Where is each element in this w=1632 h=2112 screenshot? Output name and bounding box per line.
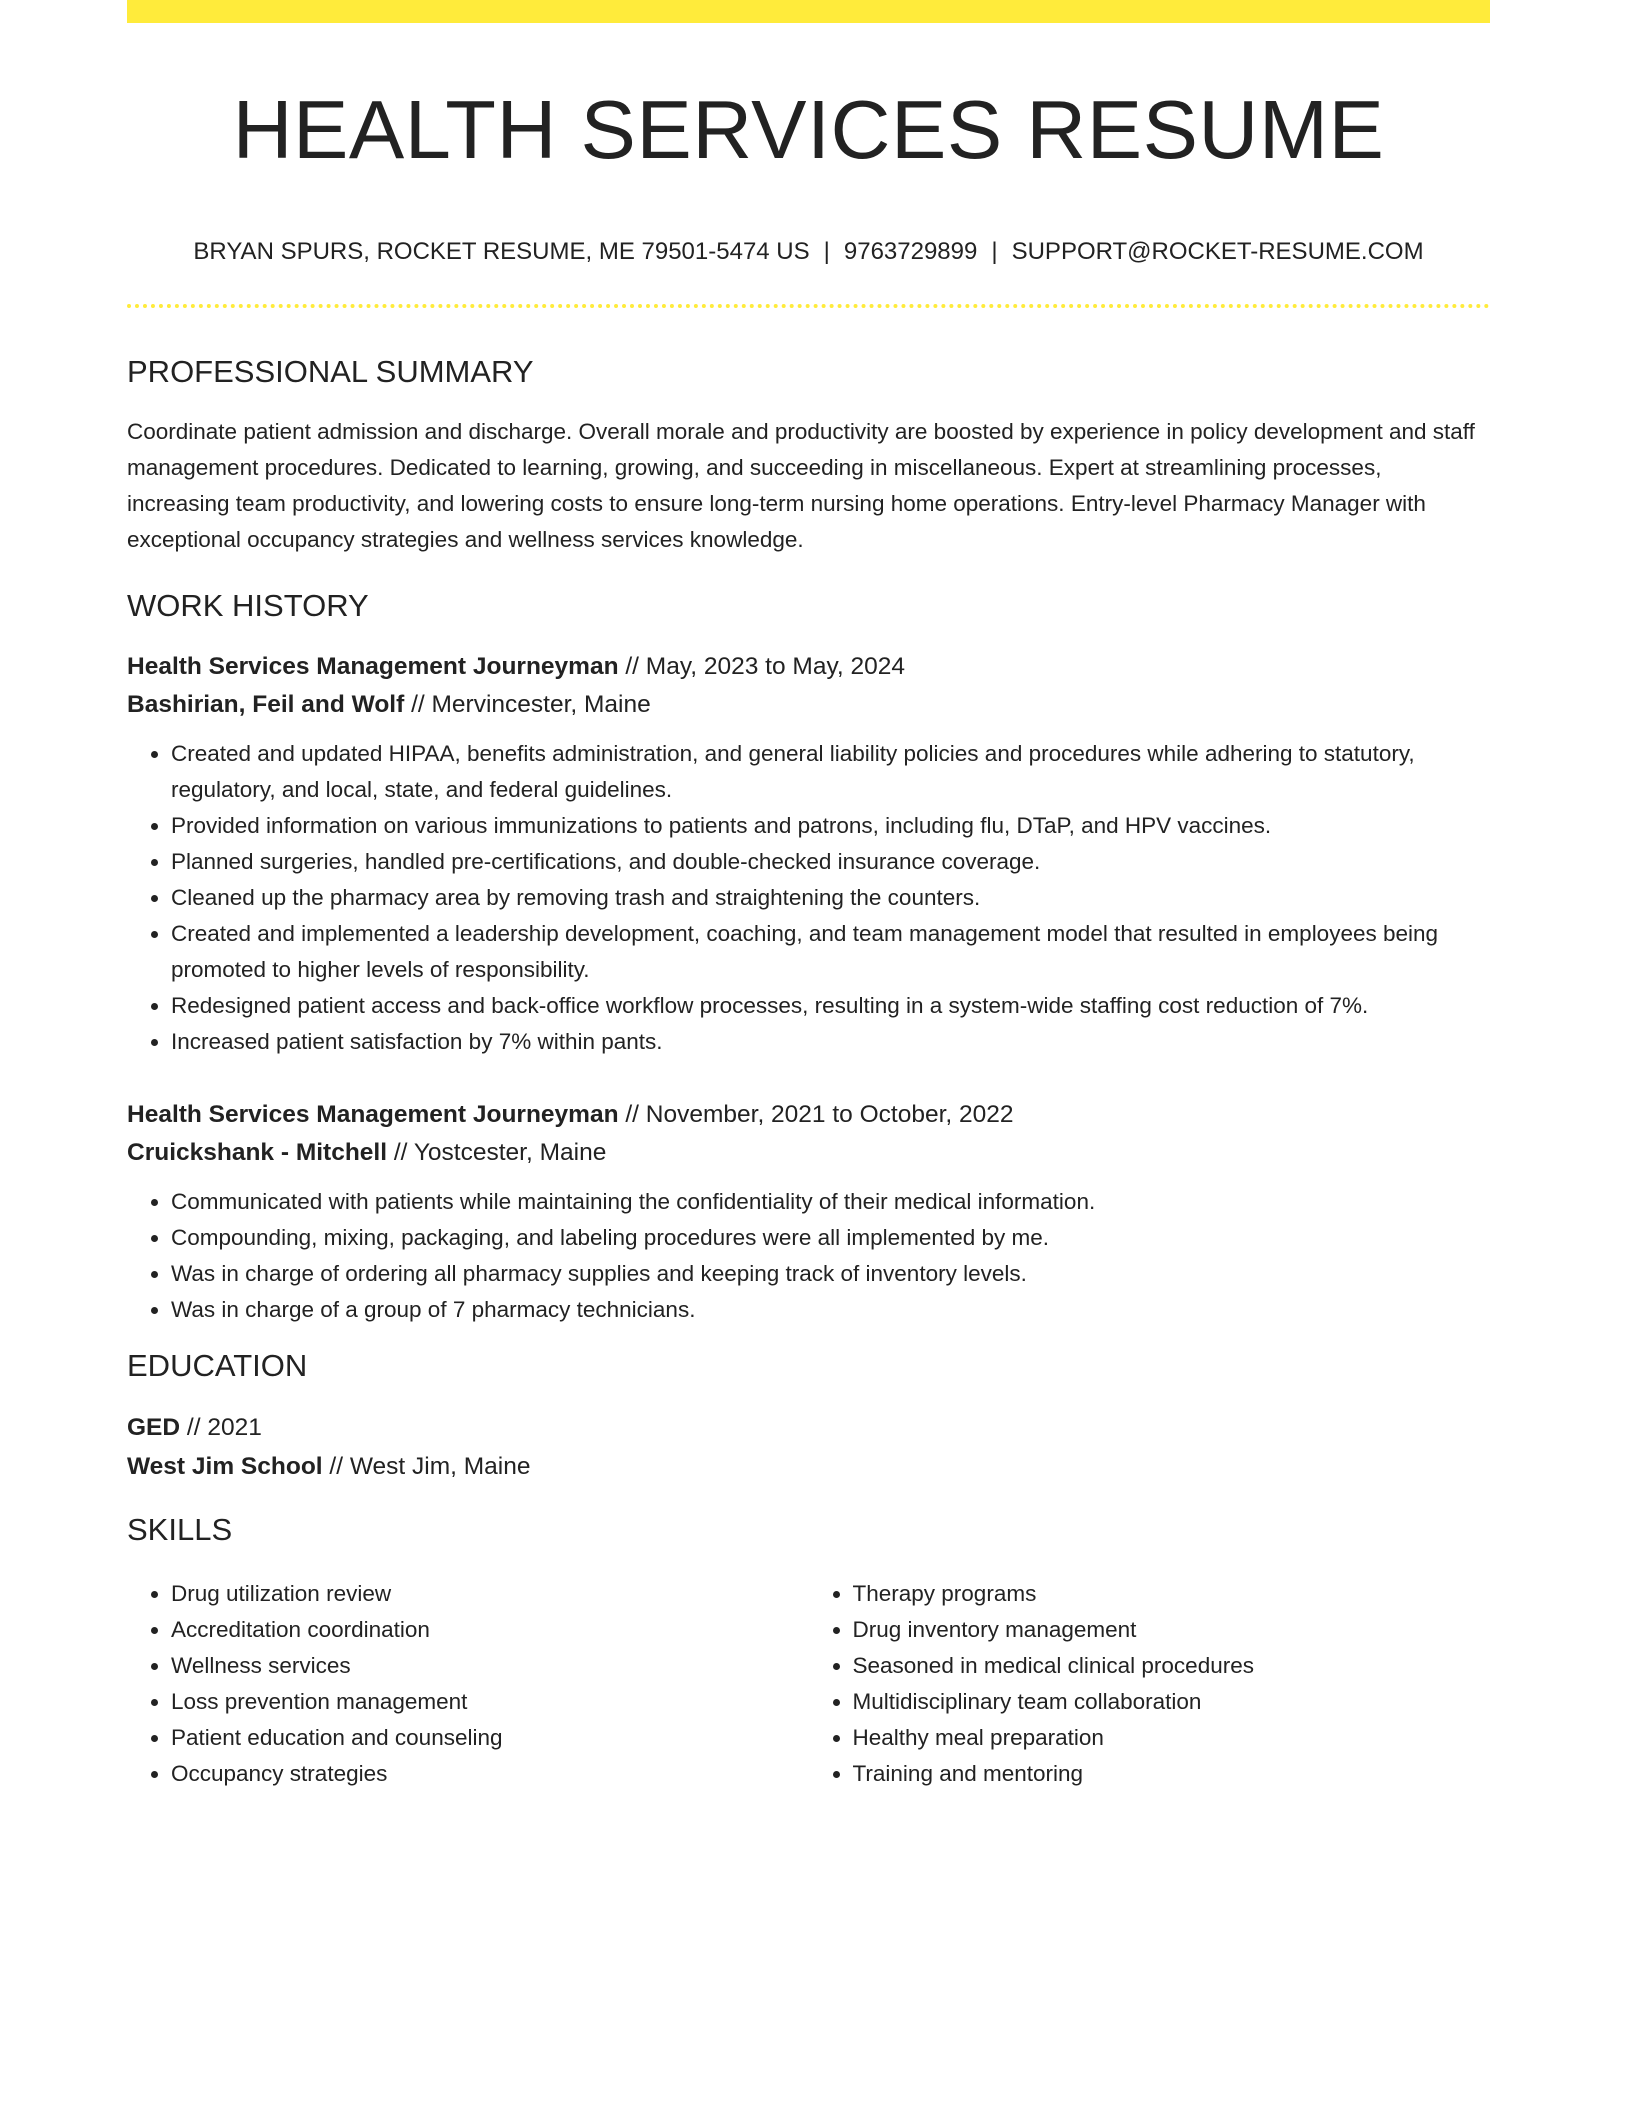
job-location: // Yostcester, Maine bbox=[393, 1139, 607, 1166]
job-entry bbox=[127, 648, 1490, 1060]
skill-item: • Healthy meal preparation bbox=[853, 1720, 1491, 1756]
job-company-line bbox=[127, 686, 1490, 724]
education-year: // 2021 bbox=[186, 1414, 262, 1441]
work-history-heading: WORK HISTORY bbox=[127, 588, 369, 623]
education-location: // West Jim, Maine bbox=[329, 1453, 531, 1480]
skill-item: • Seasoned in medical clinical procedures bbox=[853, 1648, 1491, 1684]
job-title: Health Services Management Journeyman bbox=[127, 1101, 619, 1128]
contact-line bbox=[127, 234, 1490, 270]
summary-section bbox=[127, 348, 1490, 558]
skill-item: • Wellness services bbox=[171, 1648, 809, 1684]
job-dates: // May, 2023 to May, 2024 bbox=[625, 653, 905, 680]
job-bullet: • Increased patient satisfaction by 7% within pants. bbox=[171, 1024, 1490, 1060]
contact-separator: | bbox=[991, 238, 998, 265]
summary-text: Coordinate patient admission and discharge. Overall morale and productivity are boosted by experience in policy development and staff management procedures. Dedicated to learning, growing, and succeeding in miscellaneous. Expert at streamlining processes, increasing team productivity, and lowering costs to ensure long-term nursing home operations. Entry-level Pharmacy Manager with exceptional occupancy strategies and wellness services knowledge. bbox=[127, 419, 1475, 552]
job-company: Bashirian, Feil and Wolf bbox=[127, 691, 405, 718]
job-company-line bbox=[127, 1134, 1490, 1172]
education-entry bbox=[127, 1408, 1490, 1486]
education-school: West Jim School bbox=[127, 1453, 323, 1480]
job-bullets bbox=[127, 1184, 1490, 1328]
job-bullet: • Compounding, mixing, packaging, and labeling procedures were all implemented by me. bbox=[171, 1220, 1490, 1256]
resume-title: HEALTH SERVICES RESUME bbox=[232, 83, 1385, 176]
skill-item: • Occupancy strategies bbox=[171, 1756, 809, 1792]
skill-item: • Drug utilization review bbox=[171, 1576, 809, 1612]
job-bullet: • Created and updated HIPAA, benefits administration, and general liability policies and procedures while adhering to statutory, regulatory, and local, state, and federal guidelines. bbox=[171, 736, 1490, 808]
contact-email: SUPPORT@ROCKET-RESUME.COM bbox=[1011, 238, 1424, 265]
job-bullet: • Planned surgeries, handled pre-certifications, and double-checked insurance coverage. bbox=[171, 844, 1490, 880]
skill-item: • Therapy programs bbox=[853, 1576, 1491, 1612]
job-title-line bbox=[127, 1096, 1490, 1134]
skills-list-left bbox=[127, 1576, 809, 1792]
skill-item: • Drug inventory management bbox=[853, 1612, 1491, 1648]
skill-item: • Loss prevention management bbox=[171, 1684, 809, 1720]
job-bullet: • Communicated with patients while maintaining the confidentiality of their medical information. bbox=[171, 1184, 1490, 1220]
job-title-line bbox=[127, 648, 1490, 686]
job-location: // Mervincester, Maine bbox=[411, 691, 651, 718]
skill-item: • Multidisciplinary team collaboration bbox=[853, 1684, 1491, 1720]
job-bullets bbox=[127, 736, 1490, 1060]
accent-top-bar bbox=[127, 0, 1490, 23]
contact-address: BRYAN SPURS, ROCKET RESUME, ME 79501-5474 US bbox=[193, 238, 810, 265]
job-company: Cruickshank - Mitchell bbox=[127, 1139, 388, 1166]
summary-heading: PROFESSIONAL SUMMARY bbox=[127, 354, 534, 389]
dotted-divider bbox=[127, 304, 1490, 308]
job-dates: // November, 2021 to October, 2022 bbox=[625, 1101, 1014, 1128]
job-title: Health Services Management Journeyman bbox=[127, 653, 619, 680]
job-entry bbox=[127, 1096, 1490, 1328]
skills-section bbox=[127, 1506, 1490, 1792]
contact-phone: 9763729899 bbox=[843, 238, 978, 265]
job-bullet: • Cleaned up the pharmacy area by removing trash and straightening the counters. bbox=[171, 880, 1490, 916]
education-heading: EDUCATION bbox=[127, 1348, 308, 1383]
skill-item: • Patient education and counseling bbox=[171, 1720, 809, 1756]
work-history-section bbox=[127, 582, 1490, 1328]
education-section bbox=[127, 1342, 1490, 1486]
job-bullet: • Redesigned patient access and back-office workflow processes, resulting in a system-wide staffing cost reduction of 7%. bbox=[171, 988, 1490, 1024]
contact-separator: | bbox=[823, 238, 830, 265]
skills-list-right bbox=[809, 1576, 1491, 1792]
skill-item: • Training and mentoring bbox=[853, 1756, 1491, 1792]
job-bullet: • Provided information on various immunizations to patients and patrons, including flu, DTaP, and HPV vaccines. bbox=[171, 808, 1490, 844]
resume-content bbox=[127, 348, 1490, 1792]
job-list bbox=[127, 648, 1490, 1328]
skills-columns bbox=[127, 1572, 1490, 1792]
skill-item: • Accreditation coordination bbox=[171, 1612, 809, 1648]
job-bullet: • Was in charge of a group of 7 pharmacy technicians. bbox=[171, 1292, 1490, 1328]
job-bullet: • Was in charge of ordering all pharmacy supplies and keeping track of inventory levels. bbox=[171, 1256, 1490, 1292]
job-bullet: • Created and implemented a leadership development, coaching, and team management model that resulted in employees being promoted to higher levels of responsibility. bbox=[171, 916, 1490, 988]
education-degree: GED bbox=[127, 1414, 181, 1441]
skills-heading: SKILLS bbox=[127, 1512, 233, 1547]
